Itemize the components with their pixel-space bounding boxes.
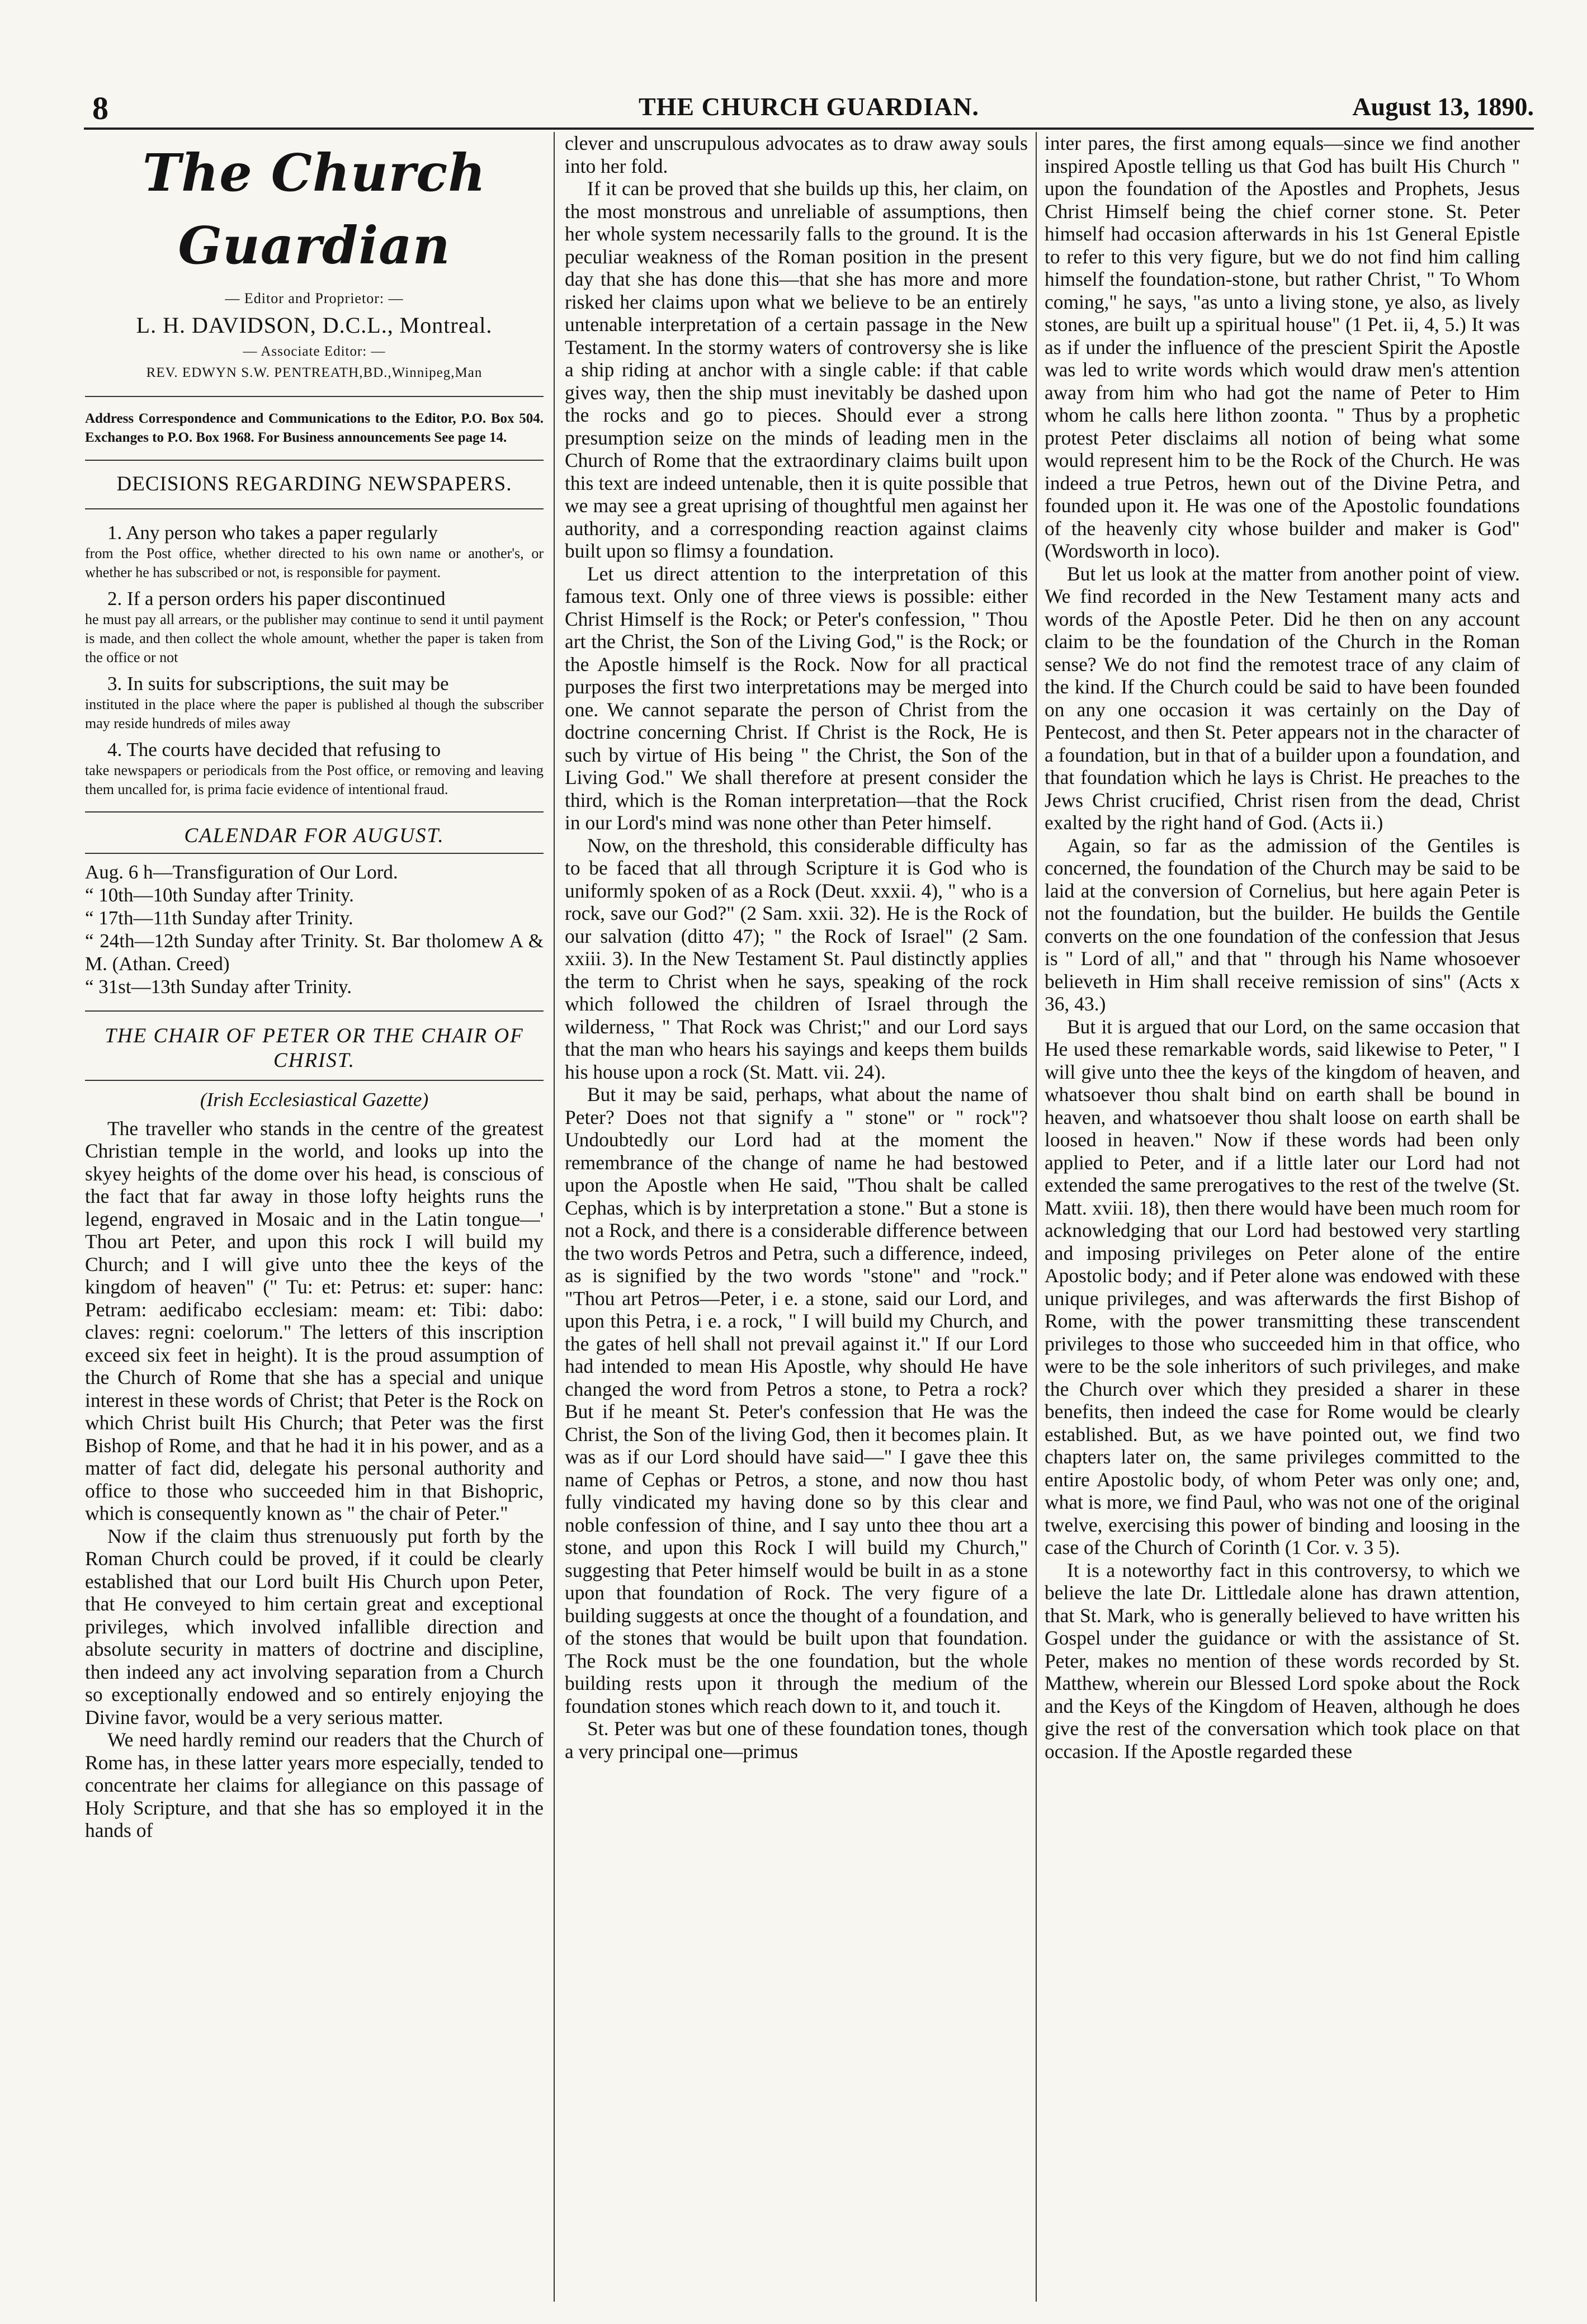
calendar-entry: Aug. 6 h—Transfiguration of Our Lord. bbox=[85, 861, 398, 883]
divider bbox=[85, 853, 544, 854]
article-paragraph: clever and unscrupulous advocates as to draw away souls into her fold. bbox=[565, 132, 1028, 177]
running-header bbox=[84, 89, 1534, 126]
decision-lead: 4. The courts have decided that refusing to bbox=[107, 738, 441, 761]
column-divider bbox=[1036, 132, 1037, 2302]
editor-label: — Editor and Proprietor: — bbox=[225, 290, 404, 306]
decision-lead: 2. If a person orders his paper discontinued bbox=[107, 587, 446, 610]
article-paragraph: inter pares, the first among equals—since we find another inspired Apostle telling us that God has built His Church " upon the foundation of the Apostles and Prophets, Jesus Christ Himself being the chief corner stone. St. Peter himself had occasion afterwards in his 1st General Epistle to refer to this very figure, but we do not find him calling himself the foundation-stone, but rather Christ, " To Whom coming," he says, "as unto a living stone, ye also, as lively stones, are built up a spiritual house" (1 Pet. ii, 4, 5.) It was as if under the influence of the prescient Spirit the Apostle was led to write words which would draw men's attention away from him who had got the name of Peter to Him whom he calls here lithon zoonta. " Thus by a prophetic protest Peter disclaims all notion of being what some would represent him to be the Rock of the Church. He was indeed a true Petros, hewn out of the Divine Petra, and founded upon it. He was one of the Apostolic foundations of the heavenly city whose builder and maker is God" (Wordsworth in loco). bbox=[1045, 132, 1520, 562]
article-paragraph: St. Peter was but one of these foundation tones, though a very principal one—primus bbox=[565, 1717, 1028, 1763]
header-rule bbox=[84, 127, 1534, 130]
article-paragraph: Let us direct attention to the interpretation of this famous text. Only one of three views is possible: either Christ Himself is the Rock; or Peter's confession, " Thou art the Christ, the Son of the Living God," is the Rock; or the Apostle himself is the Rock. Now for all practical purposes the first two interpretations may be merged into one. We cannot separate the person of Christ from the doctrine concerning Christ. If Christ is the Rock, He is such by virtue of His being " the Christ, the Son of the Living God." We shall therefore at present consider the third, which is the Roman interpretation—that the Rock in our Lord's mind was none other than Peter himself. bbox=[565, 562, 1028, 834]
article-heading: THE CHAIR OF PETER OR THE CHAIR OF CHRIST. bbox=[105, 1024, 524, 1072]
divider bbox=[85, 508, 544, 509]
divider bbox=[85, 460, 544, 461]
decisions-heading: DECISIONS REGARDING NEWSPAPERS. bbox=[116, 473, 512, 495]
address-note: Address Correspondence and Communications to the Editor, P.O. Box 504. Exchanges to P.O. Box 1968. For Business announcements See page 14. bbox=[85, 411, 544, 445]
article-paragraph: But it may be said, perhaps, what about the name of Peter? Does not that signify a " stone" or " rock"? Undoubtedly our Lord had at the moment the remembrance of the change of name he had bestowed upon the Apostle when He said, "Thou shalt be called Cephas, which is by interpretation a stone." But a stone is not a Rock, and there is a considerable difference between the two words Petros and Petra, such a difference, indeed, as is signified by the two words "stone" and "rock." "Thou art Petros—Peter, i e. a stone, said our Lord, and upon this Petra, i e. a rock, " I will build my Church, and the gates of hell shall not prevail against it." If our Lord had intended to mean His Apostle, why should He have changed the word from Petros a stone, to Petra a rock? But if he meant St. Peter's confession that He was the Christ, the Son of the living God, then it becomes plain. It was as if our Lord should have said—" I gave thee this name of Cephas or Petros, a stone, and now thou hast fully vindicated my having done so by this clear and noble confession of thine, and I say unto thee thou art a stone, and upon this Rock I will build my Church," suggesting that Peter himself would be built in as a stone upon that foundation of Rock. The very figure of a building suggests at once the thought of a foundation, and of the stones that would be built upon that foundation. The Rock must be the one foundation, but the whole building rests upon it through the medium of the foundation stones which reach down to it, and touch it. bbox=[565, 1083, 1028, 1717]
calendar-entry: “ 31st—13th Sunday after Trinity. bbox=[85, 976, 352, 998]
decision-item bbox=[85, 739, 544, 799]
decision-item bbox=[85, 673, 544, 733]
decision-lead: 1. Any person who takes a paper regularly bbox=[107, 521, 438, 544]
divider bbox=[85, 1010, 544, 1012]
associate-editor-name: REV. EDWYN S.W. PENTREATH,BD.,Winnipeg,Man bbox=[146, 365, 483, 380]
column-2 bbox=[565, 132, 1028, 2302]
decision-text: he must pay all arrears, or the publisher may continue to send it until payment is made, and then collect the whole amount, whether the paper is taken from the office or not bbox=[85, 611, 544, 665]
calendar-entry: “ 10th—10th Sunday after Trinity. bbox=[85, 884, 354, 906]
decision-lead: 3. In suits for subscriptions, the suit may be bbox=[107, 672, 449, 695]
decision-item bbox=[85, 522, 544, 582]
newspaper-title: THE CHURCH GUARDIAN. bbox=[638, 92, 980, 121]
masthead-title: The Church Guardian bbox=[142, 143, 487, 276]
calendar-heading: CALENDAR FOR AUGUST. bbox=[184, 824, 445, 847]
column-1 bbox=[85, 132, 544, 2302]
divider bbox=[85, 811, 544, 813]
calendar-entry: “ 24th—12th Sunday after Trinity. St. Bar tholomew A & M. (Athan. Creed) bbox=[85, 930, 544, 975]
article-paragraph: But it is argued that our Lord, on the same occasion that He used these remarkable words, said likewise to Peter, " I will give unto thee the keys of the kingdom of heaven, and whatsoever thou shalt bind on earth shall be bound in heaven, and whatsoever thou shalt loose on earth shall be loosed in heaven." Now if these words had been only applied to Peter, and if a little later our Lord had not extended the same prerogatives to the rest of the twelve (St. Matt. xviii. 18), then there would have been much room for acknowledging that our Lord had bestowed very startling and imposing privileges on Peter alone of the entire Apostolic body; and if Peter alone was endowed with these unique privileges, and was afterwards the first Bishop of Rome, with the power transmitting these transcendent privileges to those who succeeded him in that office, who were to be the sole inheritors of such privileges, and make the Church over which they presided a sharer in these benefits, then indeed the case for Rome would be clearly established. But, as we have pointed out, we find two chapters later on, the same privileges committed to the entire Apostolic body, of whom Peter was only one; and, what is more, we find Paul, who was not one of the original twelve, exercising this power of binding and loosing in the case of the Church of Corinth (1 Cor. v. 3 5). bbox=[1045, 1015, 1520, 1558]
article-paragraph: But let us look at the matter from another point of view. We find recorded in the New Testament many acts and words of the Apostle Peter. Did he then on any account claim to be the foundation of the Church in the Roman sense? We do not find the remotest trace of any claim of the kind. If the Church could be said to have been founded on any one occasion it was certainly on the Day of Pentecost, and then St. Peter appears not in the character of a foundation, but in that of a builder upon a foundation, and that foundation which he lays is Christ. He preaches to the Jews Christ crucified, Christ risen from the dead, Christ exalted by the right hand of God. (Acts ii.) bbox=[1045, 562, 1520, 834]
article-paragraph: Again, so far as the admission of the Gentiles is concerned, the foundation of the Church may be said to be laid at the conversion of Cornelius, but here again Peter is not the foundation, but the builder. He builds the Gentile converts on the one foundation of the confession that Jesus is " Lord of all," and that " through his Name whosoever believeth in Him shall receive remission of sins" (Acts x 36, 43.) bbox=[1045, 834, 1520, 1015]
decision-item bbox=[85, 588, 544, 667]
article-paragraph: We need hardly remind our readers that the Church of Rome has, in these latter years more especially, tended to concentrate her claims for allegiance on this passage of Holy Scripture, and that she has so employed it in the hands of bbox=[85, 1728, 544, 1841]
article-paragraph: Now if the claim thus strenuously put forth by the Roman Church could be proved, if it could be clearly established that our Lord built His Church upon Peter, that He conveyed to him certain great and exceptional privileges, which involved infallible direction and absolute security in matters of doctrine and discipline, then indeed any act involving separation from a Church so exceptionally endowed and so entirely enjoying the Divine favor, would be a very serious matter. bbox=[85, 1524, 544, 1728]
article-source: (Irish Ecclesiastical Gazette) bbox=[200, 1089, 429, 1111]
article-paragraph: Now, on the threshold, this considerable difficulty has to be faced that all through Scripture it is God who is uniformly spoken of as a Rock (Deut. xxxii. 4), " who is a rock, save our God?" (2 Sam. xxii. 32). He is the Rock of our salvation (ditto 47); " the Rock of Israel" (2 Sam. xxiii. 3). In the New Testament St. Paul distinctly applies the term to Christ when he says, speaking of the rock which followed the children of Israel through the wilderness, " That Rock was Christ;" and our Lord says that the man who hears his sayings and keeps them builds his house upon a rock (St. Matt. vii. 24). bbox=[565, 834, 1028, 1083]
decision-text: from the Post office, whether directed to his own name or another's, or whether he has subscribed or not, is responsible for payment. bbox=[85, 545, 544, 580]
decision-text: take newspapers or periodicals from the Post office, or removing and leaving them uncalled for, is prima facie evidence of intentional fraud. bbox=[85, 762, 544, 797]
column-3 bbox=[1045, 132, 1520, 2302]
associate-editor-label: — Associate Editor: — bbox=[243, 344, 386, 359]
divider bbox=[85, 396, 544, 397]
calendar-list bbox=[85, 861, 544, 998]
page-number: 8 bbox=[92, 90, 108, 126]
calendar-entry: “ 17th—11th Sunday after Trinity. bbox=[85, 907, 353, 929]
editor-name: L. H. DAVIDSON, D.C.L., Montreal. bbox=[136, 313, 493, 338]
divider bbox=[85, 1080, 544, 1081]
article-paragraph: If it can be proved that she builds up this, her claim, on the most monstrous and unreliable of assumptions, then her whole system necessarily falls to the ground. It is the peculiar weakness of the Roman position in the present day that she has done this—that she has more and more risked her claims upon what we believe to be an entirely untenable interpretation of a certain passage in the New Testament. In the stormy waters of controversy she is like a ship riding at anchor with a single cable: if that cable gives way, then the ship must inevitably be dashed upon the rocks and go to pieces. Should ever a strong presumption seize on the minds of leading men in the Church of Rome that the extraordinary claims built upon this text are indeed untenable, then it is quite possible that we may see a great uprising of thoughtful men against her authority, and a corresponding reaction against claims built upon so flimsy a foundation. bbox=[565, 177, 1028, 562]
decision-text: instituted in the place where the paper is published al though the subscriber may reside hundreds of miles away bbox=[85, 696, 544, 731]
column-divider bbox=[554, 132, 555, 2302]
article-paragraph: It is a noteworthy fact in this controversy, to which we believe the late Dr. Littledale alone has drawn attention, that St. Mark, who is generally believed to have written his Gospel under the guidance or with the assistance of St. Peter, makes no mention of these words recorded by St. Matthew, wherein our Blessed Lord spoke about the Rock and the Keys of the Kingdom of Heaven, although he does give the rest of the conversation which took place on that occasion. If the Apostle regarded these bbox=[1045, 1558, 1520, 1763]
article-paragraph: The traveller who stands in the centre of the greatest Christian temple in the world, and looks up into the skyey heights of the dome over his head, is conscious of the fact that far away in those lofty heights runs the legend, engraved in Mosaic and in the Latin tongue—' Thou art Peter, and upon this rock I will build my Church; and I will give unto thee the keys of the kingdom of heaven" (" Tu: et: Petrus: et: super: hanc: Petram: aedificabo ecclesiam: meam: et: Tibi: dabo: claves: regni: coelorum." The letters of this inscription exceed six feet in height). It is the proud assumption of the Church of Rome that she has a special and unique interest in these words of Christ; that Peter is the Rock on which Christ built His Church; that Peter was the first Bishop of Rome, and that he had it in his power, and as a matter of fact did, delegate his personal authority and office to those who succeeded him in that Bishopric, which is consequently known as " the chair of Peter." bbox=[85, 1117, 544, 1524]
issue-date: August 13, 1890. bbox=[1352, 92, 1534, 121]
